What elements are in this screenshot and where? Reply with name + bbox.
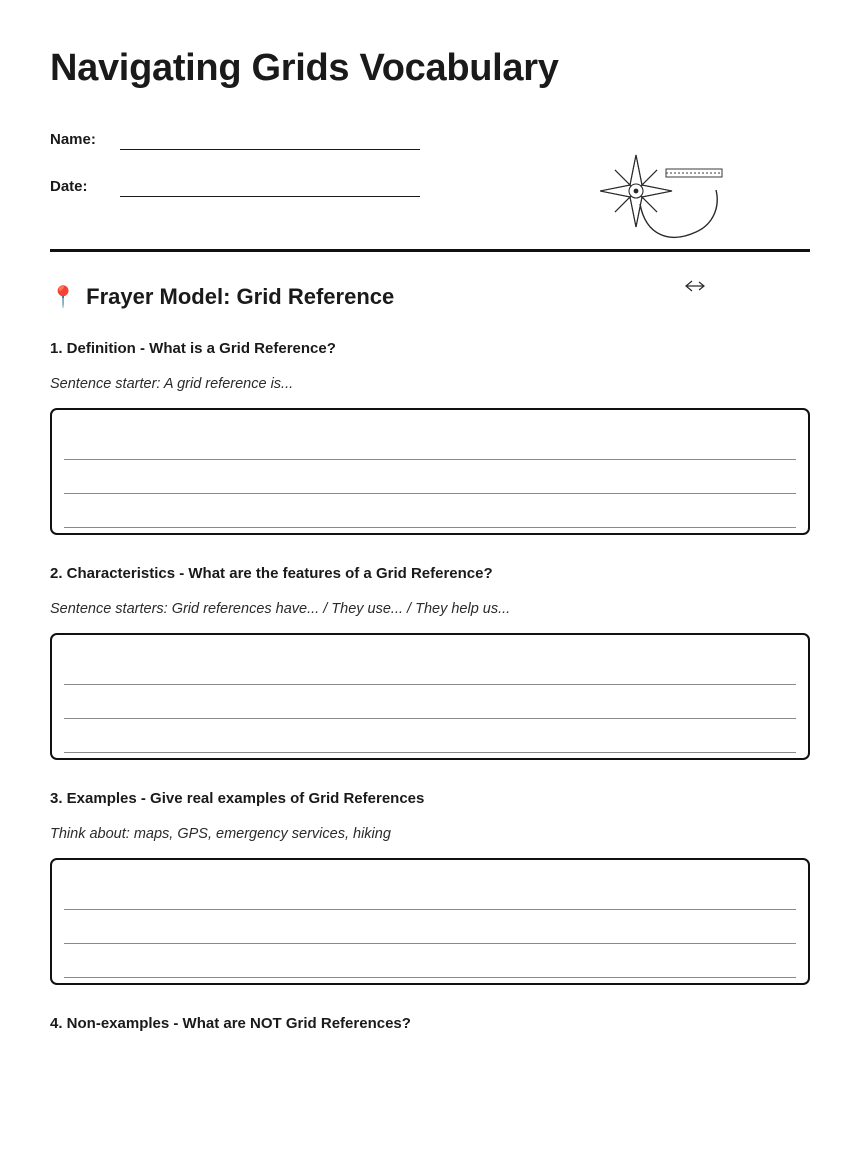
section-divider	[50, 249, 810, 252]
round-pushpin-icon: 📍	[50, 285, 77, 309]
date-input-line[interactable]	[120, 174, 420, 197]
answer-line[interactable]	[64, 685, 796, 719]
name-field-row	[50, 116, 810, 150]
answer-box-2[interactable]	[50, 633, 810, 760]
question-prompt-2: 2. Characteristics - What are the features of a Grid Reference?	[50, 565, 493, 582]
answer-line[interactable]	[64, 651, 796, 685]
date-label: Date:	[50, 178, 88, 195]
section-heading	[50, 284, 810, 310]
sentence-starter-1: Sentence starter: A grid reference is...	[50, 376, 294, 392]
date-field-row	[50, 163, 810, 197]
answer-line[interactable]	[64, 460, 796, 494]
answer-line[interactable]	[64, 910, 796, 944]
name-input-line[interactable]	[120, 127, 420, 150]
answer-line[interactable]	[64, 494, 796, 528]
sentence-starter-3: Think about: maps, GPS, emergency services, hiking	[50, 826, 391, 842]
answer-line[interactable]	[64, 719, 796, 753]
answer-box-1[interactable]	[50, 408, 810, 535]
question-prompt-1: 1. Definition - What is a Grid Reference?	[50, 340, 336, 357]
name-label: Name:	[50, 131, 96, 148]
answer-line[interactable]	[64, 944, 796, 978]
answer-line[interactable]	[64, 876, 796, 910]
section-title: Frayer Model: Grid Reference	[86, 284, 395, 309]
student-fields	[50, 116, 810, 197]
page-title: Navigating Grids Vocabulary	[50, 47, 559, 89]
question-prompt-3: 3. Examples - Give real examples of Grid References	[50, 790, 425, 807]
question-prompt-4: 4. Non-examples - What are NOT Grid References?	[50, 1015, 411, 1032]
sentence-starter-2: Sentence starters: Grid references have... / They use... / They help us...	[50, 601, 511, 617]
answer-box-3[interactable]	[50, 858, 810, 985]
answer-line[interactable]	[64, 426, 796, 460]
